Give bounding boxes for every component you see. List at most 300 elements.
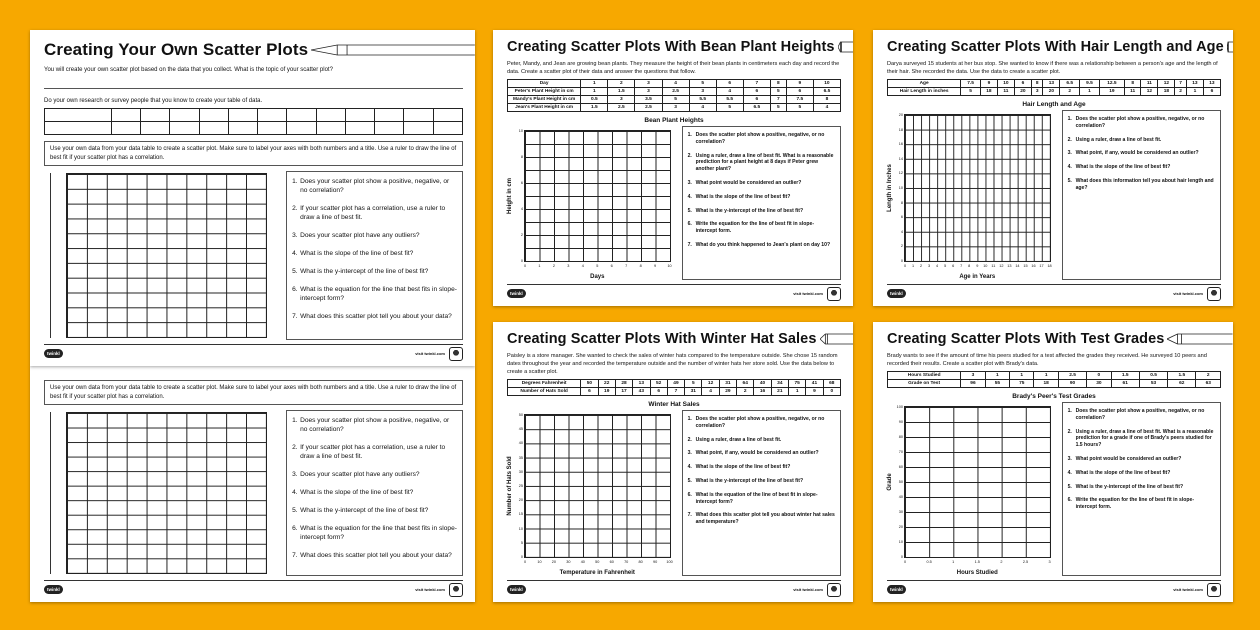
footer-url: visit twinkl.com xyxy=(415,351,445,356)
table-cell[interactable] xyxy=(199,122,228,135)
table-cell[interactable] xyxy=(316,122,345,135)
question-number: 1. xyxy=(292,178,298,185)
y-tick-label: 35 xyxy=(518,455,523,460)
table-cell: 9 xyxy=(786,80,813,88)
table-cell: 3 xyxy=(689,88,716,96)
instruction-box: Use your own data from your data table to create a scatter plot. Make sure to label your axes with both numbers and a title. Use a ruler to draw the line of best fit if your scatter plot has a correlation. xyxy=(44,380,463,405)
y-axis-label: Number of Hats Sold xyxy=(507,456,513,516)
table-cell: 3 xyxy=(1031,88,1043,96)
question-number: 6. xyxy=(687,491,692,498)
table-cell: 8 xyxy=(770,80,786,88)
table-cell: 20 xyxy=(1043,88,1060,96)
scatter-graph[interactable] xyxy=(887,110,1057,280)
question-item xyxy=(688,478,835,485)
question-item xyxy=(688,492,835,506)
chart-row xyxy=(507,126,841,280)
question-number: 6. xyxy=(292,286,298,293)
y-tick-label: 6 xyxy=(520,181,523,185)
quality-badge-icon xyxy=(827,287,841,301)
table-cell: 20 xyxy=(1014,88,1031,96)
quality-badge-icon xyxy=(827,583,841,597)
y-tick-label: 20 xyxy=(518,498,523,503)
table-cell: 62 xyxy=(1168,380,1196,388)
question-text: What point, if any, would be considered an outlier? xyxy=(695,450,819,457)
question-number: 6. xyxy=(1067,497,1072,504)
question-item xyxy=(292,285,457,303)
table-cell: 7 xyxy=(1175,80,1187,88)
question-number: 3. xyxy=(687,450,692,457)
table-row xyxy=(45,122,463,135)
question-text: Does the scatter plot show a positive, negative, or no correlation? xyxy=(695,132,825,145)
question-text: What is the slope of the line of best fit? xyxy=(1075,469,1171,476)
table-cell[interactable] xyxy=(45,109,112,122)
data-table xyxy=(887,79,1221,96)
question-number: 4. xyxy=(292,489,298,496)
question-number: 5. xyxy=(687,477,692,484)
table-cell[interactable] xyxy=(141,122,170,135)
table-cell: 2.5 xyxy=(662,88,689,96)
table-cell[interactable] xyxy=(258,122,287,135)
footer-url: visit twinkl.com xyxy=(1173,587,1203,592)
table-cell: 12 xyxy=(1158,80,1175,88)
question-number: 5. xyxy=(1067,177,1072,184)
question-item xyxy=(1068,408,1215,422)
question-text: What does this scatter plot tell you about winter hat sales and temperature? xyxy=(695,512,835,526)
y-tick-label: 2 xyxy=(900,244,903,249)
x-tick-label: 3 xyxy=(928,264,931,268)
y-axis-label: Length in Inches xyxy=(887,164,893,212)
y-tick-label: 60 xyxy=(898,465,903,469)
table-cell: 64 xyxy=(737,380,754,388)
y-tick-label: 50 xyxy=(518,413,523,417)
table-cell: 6 xyxy=(650,388,667,396)
table-cell: 5 xyxy=(662,96,689,104)
table-cell: 1 xyxy=(1080,88,1100,96)
table-cell: 8 xyxy=(1031,80,1043,88)
table-cell: 63 xyxy=(1196,380,1221,388)
question-number: 4. xyxy=(687,464,692,471)
table-cell: 5 xyxy=(689,80,716,88)
x-tick-label: 90 xyxy=(652,560,658,564)
x-tick-label: 13 xyxy=(1007,264,1012,268)
table-cell: 12 xyxy=(1141,88,1158,96)
question-text: Write the equation for the line of best fit in slope-intercept form. xyxy=(1075,497,1195,511)
table-cell: 2 xyxy=(1196,372,1221,380)
question-number: 5. xyxy=(292,507,298,514)
table-cell: 2 xyxy=(608,80,635,88)
row-header: Mandy's Plant Height in cm xyxy=(508,96,581,104)
x-tick-label: 3 xyxy=(567,264,570,268)
x-tick-label: 16 xyxy=(1031,264,1036,268)
graph-grid xyxy=(66,412,267,574)
table-cell[interactable] xyxy=(404,109,433,122)
y-tick-label: 25 xyxy=(518,484,523,488)
table-cell: 5 xyxy=(716,104,743,112)
y-tick-label: 6 xyxy=(900,215,903,220)
y-tick-label: 70 xyxy=(898,450,903,454)
chart-title: Hair Length and Age xyxy=(1022,101,1086,108)
y-tick-label: 0 xyxy=(900,259,903,263)
y-tick-label: 2 xyxy=(520,233,523,237)
table-cell[interactable] xyxy=(433,109,462,122)
y-tick-label: 90 xyxy=(898,420,903,424)
question-text: Does your scatter plot show a positive, negative, or no correlation? xyxy=(300,417,450,433)
y-tick-label: 20 xyxy=(898,525,903,529)
worksheet-bean-plant-heights xyxy=(493,30,853,306)
question-item xyxy=(1068,116,1215,130)
chart-row xyxy=(887,402,1221,576)
y-tick-label: 100 xyxy=(896,405,903,409)
question-item xyxy=(688,512,835,526)
table-cell: 1 xyxy=(1010,372,1034,380)
x-tick-label: 10 xyxy=(667,264,672,268)
x-tick-label: 6 xyxy=(610,264,613,268)
quality-badge-icon xyxy=(449,583,463,597)
intro-text: You will create your own scatter plot based on the data that you collect. What is the topic of your scatter plot? xyxy=(44,67,333,73)
question-text: What does this scatter plot tell you about your data? xyxy=(300,552,452,559)
y-tick-label: 12 xyxy=(898,171,903,176)
table-cell: 1 xyxy=(581,88,608,96)
table-cell: 9.5 xyxy=(1080,80,1100,88)
page-title: Creating Scatter Plots With Hair Length and Age xyxy=(887,39,1224,55)
table-cell: 6.5 xyxy=(1060,80,1080,88)
twinkl-logo: twinkl xyxy=(887,585,906,594)
table-cell: 2.5 xyxy=(1058,372,1086,380)
pencil-icon xyxy=(1167,333,1233,345)
x-tick-label: 0 xyxy=(903,264,907,268)
data-table xyxy=(887,371,1221,388)
x-axis-label: Temperature in Fahrenheit xyxy=(559,570,635,576)
x-tick-label: 14 xyxy=(1015,264,1020,268)
question-item xyxy=(292,443,457,461)
table-row xyxy=(508,96,841,104)
y-tick-label: 50 xyxy=(898,480,903,484)
table-cell[interactable] xyxy=(199,109,228,122)
page-title: Creating Scatter Plots With Winter Hat Sales xyxy=(507,331,817,347)
table-cell: 19 xyxy=(1099,88,1124,96)
worksheet-own-scatter-plots-back xyxy=(30,366,475,602)
x-tick-label: 40 xyxy=(580,560,585,564)
table-cell: 75 xyxy=(789,380,806,388)
blank-graph[interactable] xyxy=(44,410,281,576)
table-cell[interactable] xyxy=(345,122,374,135)
y-tick-label: 10 xyxy=(898,540,903,544)
x-tick-label: 100 xyxy=(666,560,673,564)
table-cell[interactable] xyxy=(287,122,316,135)
table-cell: 18 xyxy=(1034,380,1058,388)
question-item xyxy=(688,132,835,146)
table-cell[interactable] xyxy=(141,109,170,122)
table-cell: 2 xyxy=(1175,88,1187,96)
twinkl-logo: twinkl xyxy=(44,585,63,594)
topic-answer-line[interactable] xyxy=(44,75,463,89)
question-text: What is the y-intercept of the line of best fit? xyxy=(695,207,804,214)
question-item xyxy=(688,221,835,235)
x-tick-label: 80 xyxy=(638,560,643,564)
table-cell: 4 xyxy=(662,80,689,88)
table-cell: 4 xyxy=(702,388,719,396)
table-cell: 2 xyxy=(1060,88,1080,96)
y-tick-label: 40 xyxy=(518,441,523,446)
question-number: 4. xyxy=(292,250,298,257)
page-footer xyxy=(507,580,841,598)
table-cell: 3.5 xyxy=(635,96,662,104)
worksheet-own-scatter-plots xyxy=(30,30,475,366)
table-cell[interactable] xyxy=(287,109,316,122)
question-item xyxy=(1068,470,1215,477)
title-row xyxy=(44,36,463,64)
table-cell[interactable] xyxy=(45,122,112,135)
x-tick-label: 12 xyxy=(999,264,1004,268)
y-tick-label: 0 xyxy=(520,555,523,559)
table-cell: 8 xyxy=(1124,80,1140,88)
twinkl-logo: twinkl xyxy=(507,289,526,298)
table-cell[interactable] xyxy=(111,122,140,135)
x-tick-label: 8 xyxy=(639,264,642,268)
question-item xyxy=(292,506,457,515)
x-tick-label: 1 xyxy=(911,264,915,268)
table-cell: 6 xyxy=(743,88,770,96)
question-number: 3. xyxy=(687,179,692,186)
table-cell: 6 xyxy=(1014,80,1031,88)
question-number: 5. xyxy=(687,207,692,214)
y-tick-label: 18 xyxy=(898,127,903,132)
x-tick-label: 9 xyxy=(976,264,979,268)
table-cell: 90 xyxy=(1058,380,1086,388)
x-axis-label: Age in Years xyxy=(959,274,996,280)
x-tick-label: 0 xyxy=(903,560,907,564)
table-cell: 1.5 xyxy=(1168,372,1196,380)
question-number: 7. xyxy=(687,241,692,248)
table-cell: 5 xyxy=(685,380,702,388)
row-header: Grade on Test xyxy=(888,380,961,388)
question-number: 5. xyxy=(292,268,298,275)
question-item xyxy=(292,267,457,276)
x-tick-label: 4 xyxy=(936,264,939,268)
table-cell: 0.5 xyxy=(1139,372,1167,380)
y-tick-label: 0 xyxy=(520,259,523,263)
intro-text: Peter, Mandy, and Jean are growing bean plants. They measure the height of their bean plants in centimeters each day and record the data. Create a scatter plot of their data and answer the questions that follow. xyxy=(507,61,840,75)
x-axis-label: Days xyxy=(590,274,605,280)
question-text: Write the equation for the line of best fit in slope-intercept form. xyxy=(695,221,815,235)
x-tick-label: 11 xyxy=(991,264,996,268)
question-text: Does the scatter plot show a positive, negative, or no correlation? xyxy=(1075,408,1205,421)
table-cell: 16 xyxy=(754,388,771,396)
table-cell[interactable] xyxy=(228,109,257,122)
question-number: 4. xyxy=(1067,469,1072,476)
x-axis-label: Hours Studied xyxy=(956,570,998,576)
question-text: What is the slope of the line of best fit? xyxy=(695,464,791,471)
y-tick-label: 30 xyxy=(518,469,523,474)
question-number: 2. xyxy=(292,444,298,451)
question-number: 1. xyxy=(1067,408,1072,414)
x-tick-label: 2 xyxy=(919,264,923,268)
question-item xyxy=(292,204,457,222)
x-tick-label: 60 xyxy=(609,560,614,564)
row-header: Hair Length in inches xyxy=(888,88,961,96)
table-cell: 3 xyxy=(961,372,985,380)
table-cell: 1 xyxy=(1034,372,1058,380)
table-cell: 1 xyxy=(1186,88,1203,96)
question-number: 5. xyxy=(1067,483,1072,490)
table-cell: 18 xyxy=(1158,88,1175,96)
scatter-graph[interactable] xyxy=(887,402,1057,576)
y-tick-label: 4 xyxy=(520,207,523,211)
x-tick-label: 17 xyxy=(1039,264,1044,268)
row-header: Number of Hats Sold xyxy=(508,388,581,396)
table-cell: 68 xyxy=(823,380,840,388)
table-cell: 3 xyxy=(608,96,635,104)
table-cell: 49 xyxy=(667,380,684,388)
table-cell[interactable] xyxy=(316,109,345,122)
question-text: What is the y-intercept of the line of best fit? xyxy=(1075,483,1184,490)
question-number: 1. xyxy=(1067,116,1072,122)
table-cell: 2.5 xyxy=(608,104,635,112)
table-cell[interactable] xyxy=(111,109,140,122)
question-text: Does your scatter plot have any outliers? xyxy=(300,471,420,478)
question-text: Does your scatter plot have any outliers? xyxy=(300,232,420,239)
x-tick-label: 2 xyxy=(1000,560,1003,564)
x-tick-label: 7 xyxy=(625,264,628,268)
question-number: 7. xyxy=(292,552,298,559)
table-cell: 6 xyxy=(786,88,813,96)
table-cell: 10 xyxy=(997,80,1014,88)
table-cell: 12 xyxy=(702,380,719,388)
y-tick-label: 16 xyxy=(898,142,903,147)
question-text: Using a ruler, draw a line of best fit. What is a reasonable prediction for a grade if one of Brady's peers studied for 1.5 hours? xyxy=(1075,428,1214,449)
x-tick-label: 1.5 xyxy=(974,560,980,564)
question-text: Using a ruler, draw a line of best fit. xyxy=(695,436,782,443)
table-cell: 19 xyxy=(598,388,615,396)
table-cell: 6 xyxy=(743,96,770,104)
table-cell: 22 xyxy=(598,380,615,388)
table-cell[interactable] xyxy=(228,122,257,135)
table-cell[interactable] xyxy=(170,122,199,135)
table-cell: 9 xyxy=(806,388,823,396)
table-cell: 5.5 xyxy=(689,96,716,104)
table-cell: 96 xyxy=(961,380,985,388)
intro-text: Brady wants to see if the amount of time his peers studied for a test affected the grades they received. He surveyed 10 peers and recorded their results. Create a scatter plot with Brady's data. xyxy=(887,353,1207,367)
table-cell: 28 xyxy=(615,380,632,388)
table-cell: 4 xyxy=(813,104,840,112)
table-cell[interactable] xyxy=(170,109,199,122)
footer-url: visit twinkl.com xyxy=(415,587,445,592)
graph-grid xyxy=(898,113,1052,268)
graph-grid xyxy=(518,413,673,564)
title-row xyxy=(887,328,1221,350)
chart-title: Brady's Peer's Test Grades xyxy=(1012,393,1096,400)
x-tick-label: 30 xyxy=(566,560,571,564)
table-row xyxy=(508,88,841,96)
question-text: Does the scatter plot show a positive, negative, or no correlation? xyxy=(695,416,825,429)
question-item xyxy=(688,194,835,201)
y-tick-label: 8 xyxy=(900,200,903,205)
y-tick-label: 15 xyxy=(518,512,523,517)
table-cell: 13 xyxy=(1186,80,1203,88)
table-cell: 6.5 xyxy=(743,104,770,112)
question-item xyxy=(1068,178,1215,192)
table-cell: 11 xyxy=(997,88,1014,96)
table-cell: 6.5 xyxy=(813,88,840,96)
x-tick-label: 0.5 xyxy=(926,560,932,564)
question-text: What do you think happened to Jean's plant on day 10? xyxy=(695,241,831,248)
table-cell[interactable] xyxy=(375,122,404,135)
table-cell: 0 xyxy=(1087,372,1111,380)
question-item xyxy=(292,416,457,434)
table-cell: 12.5 xyxy=(1099,80,1124,88)
twinkl-logo: twinkl xyxy=(507,585,526,594)
question-item xyxy=(292,470,457,479)
page-footer xyxy=(887,284,1221,302)
x-tick-label: 50 xyxy=(595,560,600,564)
row-header: Day xyxy=(508,80,581,88)
table-cell[interactable] xyxy=(433,122,462,135)
blank-graph[interactable] xyxy=(44,171,281,340)
question-text: What point would be considered an outlier? xyxy=(1075,455,1182,462)
x-tick-label: 5 xyxy=(944,264,947,268)
x-tick-label: 7 xyxy=(960,264,963,268)
question-number: 7. xyxy=(292,313,298,320)
x-tick-label: 20 xyxy=(551,560,557,564)
table-cell: 9 xyxy=(980,80,997,88)
questions-box xyxy=(682,126,841,280)
worksheet-brady-s-peer-s-test-grades xyxy=(873,322,1233,602)
x-tick-label: 8 xyxy=(968,264,971,268)
question-number: 1. xyxy=(687,416,692,422)
table-cell[interactable] xyxy=(375,109,404,122)
y-tick-label: 10 xyxy=(518,129,523,133)
question-item xyxy=(292,551,457,560)
x-tick-label: 10 xyxy=(983,264,988,268)
question-text: What is the equation for the line that best fits in slope-intercept form? xyxy=(300,525,457,541)
scatter-graph[interactable] xyxy=(507,410,677,576)
table-cell: 34 xyxy=(771,380,788,388)
chart-row xyxy=(44,171,463,340)
question-number: 2. xyxy=(1067,136,1072,143)
question-item xyxy=(1068,484,1215,491)
question-text: What is the y-intercept of the line of best fit? xyxy=(300,268,429,275)
question-item xyxy=(688,450,835,457)
table-cell: 10 xyxy=(813,80,840,88)
chart-row xyxy=(44,410,463,576)
table-cell[interactable] xyxy=(404,122,433,135)
row-header: Jean's Plant Height in cm xyxy=(508,104,581,112)
chart-row xyxy=(507,410,841,576)
questions-box xyxy=(286,171,463,340)
table-cell: 6 xyxy=(1203,88,1220,96)
question-item xyxy=(688,153,835,173)
question-number: 3. xyxy=(1067,455,1072,462)
table-cell: 5.5 xyxy=(716,96,743,104)
quality-badge-icon xyxy=(449,347,463,361)
question-text: Using a ruler, draw a line of best fit. xyxy=(1075,136,1162,143)
table-cell: 0 xyxy=(823,388,840,396)
page-footer xyxy=(887,580,1221,598)
scatter-graph[interactable] xyxy=(507,126,677,280)
table-row xyxy=(888,380,1221,388)
table-cell[interactable] xyxy=(345,109,374,122)
y-axis-label: Height in cm xyxy=(507,177,513,215)
question-item xyxy=(688,242,835,249)
y-tick-label: 10 xyxy=(518,526,523,531)
table-cell: 29 xyxy=(719,388,736,396)
table-cell: 21 xyxy=(771,388,788,396)
questions-box xyxy=(1062,402,1221,576)
x-tick-label: 2 xyxy=(552,264,555,268)
question-number: 2. xyxy=(687,152,692,159)
table-cell: 7 xyxy=(667,388,684,396)
table-cell[interactable] xyxy=(258,109,287,122)
